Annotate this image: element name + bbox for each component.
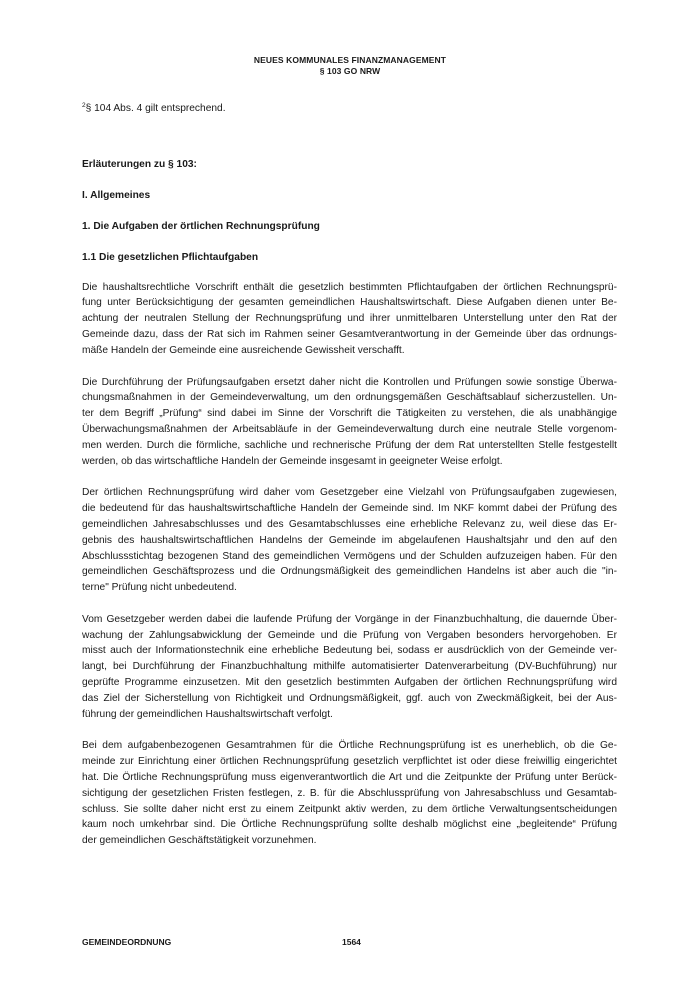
paragraph-line: meinde zur Einrichtung einer örtlichen Rechnungsprüfung gesetzlich verpflichtet ist oder diese freiwillig eingerichtet xyxy=(82,756,617,768)
paragraph-4 xyxy=(82,612,617,723)
paragraph-line: führung der gemeindlichen Haushaltswirtschaft verfolgt. xyxy=(82,708,333,720)
paragraph-5 xyxy=(82,738,617,849)
paragraph-line: Der örtlichen Rechnungsprüfung wird daher vom Gesetzgeber eine Vielzahl von Prüfungsaufgaben zugewiesen, xyxy=(82,487,617,499)
paragraph-line: die bedeutend für das haushaltswirtschaftliche Handeln der Gemeinde sind. Im NKF kommt dabei der Prüfung des xyxy=(82,503,617,515)
paragraph-line: Abschlussstichtag bezogenen Stand des gemeindlichen Vermögens und der Schulden aufzuzeigen haben. Für den xyxy=(82,550,617,562)
heading-allgemeines: I. Allgemeines xyxy=(82,189,151,201)
paragraph-line: gebnis des haushaltswirtschaftlichen Handelns der Gemeinde im abgelaufenen Haushaltsjahr und den auf den xyxy=(82,534,617,546)
paragraph-line: men werden. Durch die förmliche, sachliche und rechnerische Prüfung der dem Rat unterstellten Stelle festgestellt xyxy=(82,439,617,451)
paragraph-line: sichtigung der gesetzlichen Fristen festlegen, z. B. für die Abschlussprüfung von Jahresabschluss und Gesamtab- xyxy=(82,787,617,799)
paragraph-line: kaum noch umkehrbar sind. Die Örtliche Rechnungsprüfung sollte deshalb möglichst eine „begleitende“ Prüfung xyxy=(82,819,617,831)
page-number: 1564 xyxy=(342,937,361,947)
document-body xyxy=(82,101,617,865)
paragraph-1 xyxy=(82,280,617,359)
paragraph-line: Gemeinde dazu, dass der Rat sich im Rahmen seiner Gesamtverantwortung in der Gemeinde über das ordnungs- xyxy=(82,328,617,340)
heading-erlaeuterungen: Erläuterungen zu § 103: xyxy=(82,158,197,170)
footer-title: GEMEINDEORDNUNG xyxy=(82,937,172,947)
paragraph-line: fung unter Berücksichtigung der gesamten gemeindlichen Haushaltswirtschaft. Diese Aufgaben dienen unter Be- xyxy=(82,297,617,309)
paragraph-line: mäße Handeln der Gemeinde eine ausreichende Gewissheit verschafft. xyxy=(82,344,405,356)
paragraph-3 xyxy=(82,485,617,596)
paragraph-line: das Ziel der Sicherstellung von Richtigkeit und Ordnungsmäßigkeit, ggf. auch von Zweckmäßigkeit, bei der Aus- xyxy=(82,692,617,704)
paragraph-line: achtung der neutralen Stellung der Rechnungsprüfung und ihrer unmittelbaren Unterstellung unter den Rat der xyxy=(82,313,617,325)
paragraph-line: Die Durchführung der Prüfungsaufgaben ersetzt daher nicht die Kontrollen und Prüfungen sowie sonstige Überwa- xyxy=(82,376,617,388)
header-title: NEUES KOMMUNALES FINANZMANAGEMENT xyxy=(253,55,447,65)
paragraph-line: langt, bei Durchführung der Finanzbuchhaltung mithilfe automatisierter Datenverarbeitung (DV-Buchführung) nur xyxy=(82,661,617,673)
heading-pflichtaufgaben: 1.1 Die gesetzlichen Pflichtaufgaben xyxy=(82,251,259,263)
page-header xyxy=(0,55,700,77)
paragraph-line: der gemeindlichen Geschäftstätigkeit vorzunehmen. xyxy=(82,835,317,847)
heading-aufgaben: 1. Die Aufgaben der örtlichen Rechnungsprüfung xyxy=(82,220,320,232)
paragraph-line: ter dem Begriff „Prüfung“ sind dabei im Sinne der Vorschrift die Tätigkeiten zu verstehen, die als unabhängige xyxy=(82,408,617,420)
paragraph-line: terne" Prüfung nicht unbedeutend. xyxy=(82,582,237,594)
paragraph-line: geprüfte Programme einzusetzen. Mit den gesetzlich bestimmten Aufgaben der örtlichen Rechnungsprüfung wird xyxy=(82,677,617,689)
paragraph-line: wachung der Zahlungsabwicklung der Gemeinde und die Prüfung von Vergaben besonders hervorgehoben. Er xyxy=(82,629,617,641)
paragraph-line: Die haushaltsrechtliche Vorschrift enthält die gesetzlich bestimmten Pflichtaufgaben der örtlichen Rechnungsprü- xyxy=(82,281,617,293)
reference-note xyxy=(82,101,617,117)
paragraph-line: hat. Die Örtliche Rechnungsprüfung muss eigenverantwortlich die Art und die Zeitpunkte der Prüfung unter Berück- xyxy=(82,772,617,784)
header-section: § 103 GO NRW xyxy=(319,66,381,76)
reference-text: § 104 Abs. 4 gilt entsprechend. xyxy=(85,103,226,114)
paragraph-line: schluss. Sie sollte daher nicht erst zu einem Zeitpunkt aktiv werden, zu dem örtliche Verwaltungsentscheidungen xyxy=(82,803,617,815)
paragraph-line: Überwachungsmaßnahmen der Arbeitsabläufe in der Gemeindeverwaltung durch eine neutrale Stelle vorgenom- xyxy=(82,423,617,435)
paragraph-line: gemeindlichen Geschäftsprozess und die Ordnungsmäßigkeit des gemeindlichen Handelns ist aber auch die "in- xyxy=(82,566,617,578)
paragraph-line: Bei dem aufgabenbezogenen Gesamtrahmen für die Örtliche Rechnungsprüfung ist es unerheblich, ob die Ge- xyxy=(82,740,617,752)
paragraph-line: Vom Gesetzgeber werden dabei die laufende Prüfung der Vorgänge in der Finanzbuchhaltung, die dauernde Über- xyxy=(82,613,617,625)
paragraph-line: chungsmaßnahmen in der Gemeindeverwaltung, um den ordnungsgemäßen Geschäftsablauf sicherzustellen. Un- xyxy=(82,392,617,404)
paragraph-line: misst auch der Informationstechnik eine erhebliche Bedeutung bei, sodass er ausdrücklich von der Gemeinde ver- xyxy=(82,645,617,657)
paragraph-line: gemeindlichen Jahresabschlusses und des Gesamtabschlusses eine erhebliche Relevanz zu, weil diese das Er- xyxy=(82,518,617,530)
paragraph-2 xyxy=(82,375,617,470)
paragraph-line: werden, ob das wirtschaftliche Handeln der Gemeinde insgesamt in geeigneter Weise erfolgt. xyxy=(82,455,503,467)
reference-superscript: 2 xyxy=(82,102,86,109)
